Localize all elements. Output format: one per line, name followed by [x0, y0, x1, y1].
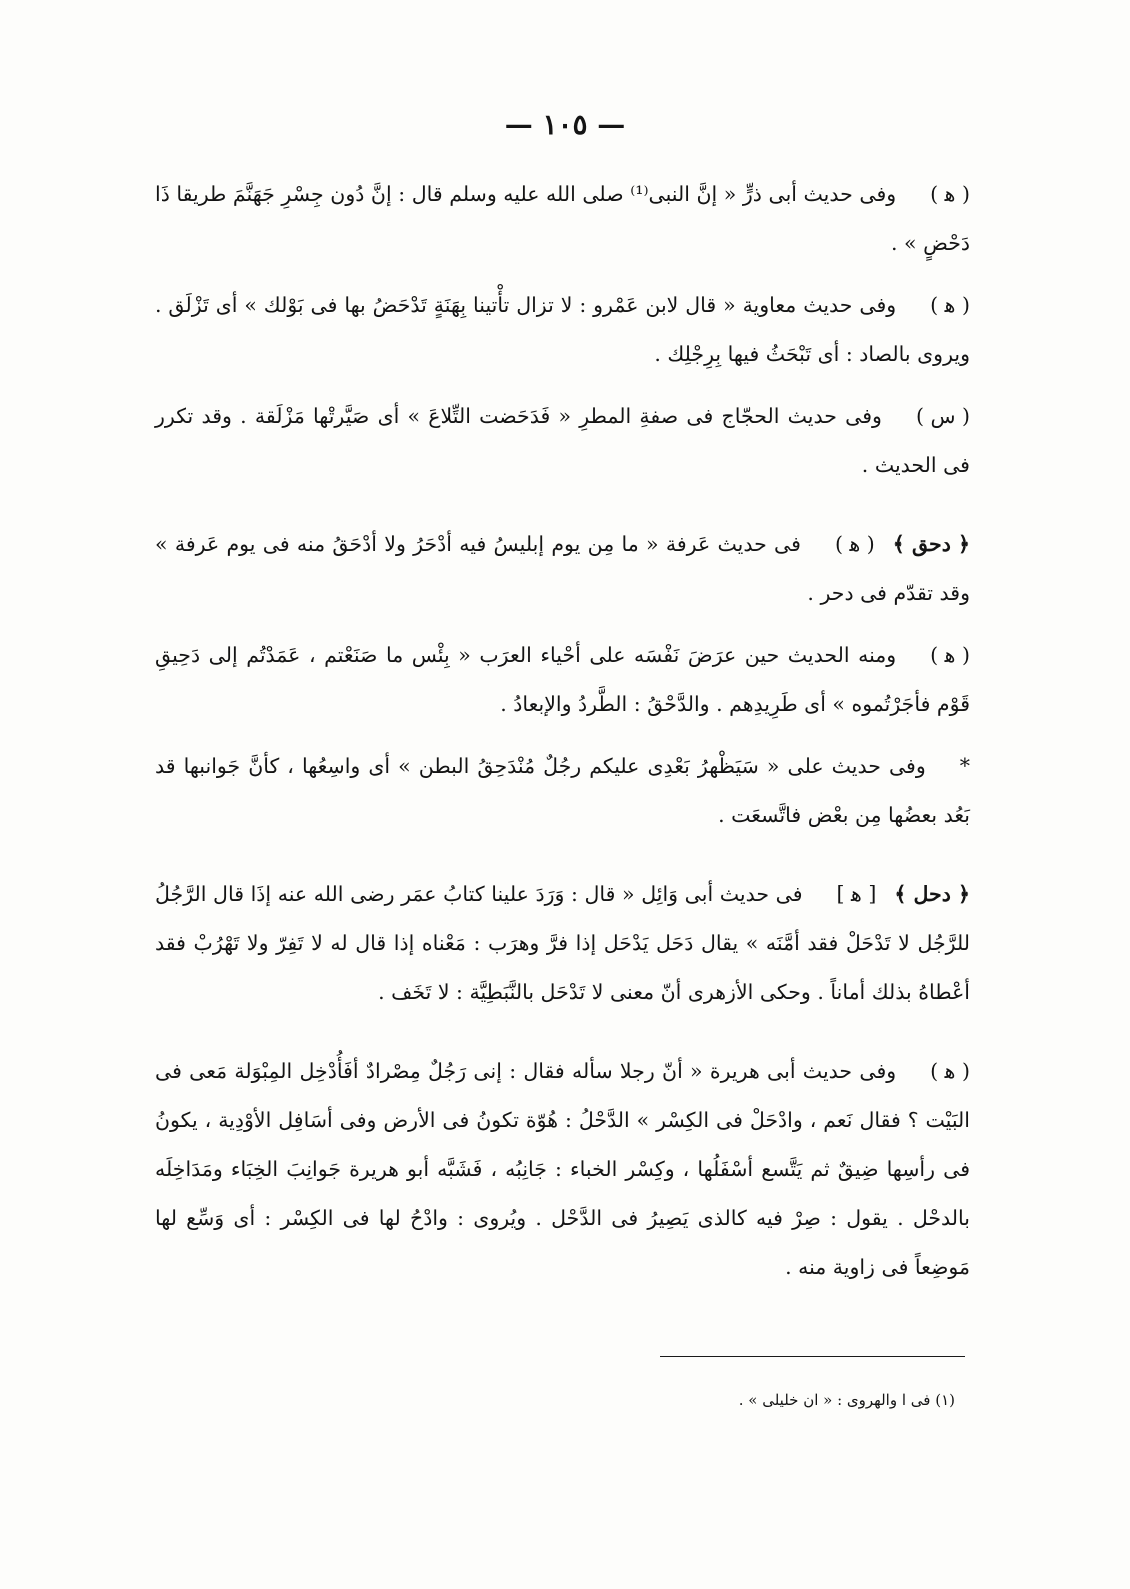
paragraph-text: وفى حديث معاوية « قال لابن عَمْرو : لا تزال تأْتينا بِهَنَةٍ تَدْحَضُ بها فى بَوْلك » أى تَزْلَق . ويروى بالصاد : أى تَبْحَثُ فيها بِرِجْلِك .: [155, 293, 970, 366]
source-marker: *: [959, 754, 970, 778]
paragraph: [155, 170, 970, 268]
source-marker: ( ﻫ ): [930, 1059, 970, 1083]
paragraph: [155, 742, 970, 840]
paragraph: [155, 392, 970, 490]
source-marker: [ ﻫ ]: [836, 882, 877, 906]
source-marker: ( ﻫ ): [834, 532, 875, 556]
paragraph-text: وفى حديث أبى هريرة « أنّ رجلا سأله فقال : إنى رَجُلٌ مِصْرادٌ أفَأُدْخِل المِبْوَلة مَعى فى البَيْت ؟ فقال نَعم ، وادْحَلْ فى الكِسْر » الدَّحْلُ : هُوّة تكونُ فى الأرض وفى أسَافِل الأوْدِية ، يكونُ فى رأسِها ضِيقٌ ثم يَتَّسع أسْفَلُها ، وكِسْر الخباء : جَانِبُه ، فَشَبَّه أبو هريرة جَوانِبَ الخِبَاء ومَدَاخِلَه بالدحْل . يقول : صِرْ فيه كالذى يَصِيرُ فى الدَّحْل . ويُروى : وادْحُ لها فى الكِسْر : أى وَسِّع لها مَوضِعاً فى زاوية منه .: [155, 1059, 970, 1279]
entry-headword: ﴿ دحق ﴾: [892, 532, 970, 556]
source-marker: ( س ): [915, 404, 970, 428]
paragraph: [155, 281, 970, 379]
paragraph: [155, 631, 970, 729]
paragraph-text: فى حديث أبى وَائِل « قال : وَرَدَ علينا كتابُ عمَر رضى الله عنه إذَا قال الرَّجُلُ للرَّجُل لا تَدْحَلْ فقد أمَّنَه » يقال دَحَل يَدْحَل إذا فرَّ وهرَب : مَعْناه إذا قال له لا تَفِرّ ولا تَهْرُبْ فقد أعْطاهُ بذلك أماناً . وحكى الأزهرى أنّ معنى لا تَدْحَل بالنَّبَطِيَّة : لا تَخَف .: [155, 882, 970, 1004]
source-marker: ( ﻫ ): [930, 182, 971, 206]
source-marker: ( ﻫ ): [930, 293, 970, 317]
entry-paragraph: [155, 870, 970, 1017]
paragraph-text: وفى حديث أبى ذرٍّ « إنَّ النبى⁽¹⁾ صلى الله عليه وسلم قال : إنَّ دُون جِسْرِ جَهَنَّمَ طريقا ذَا دَحْضٍ » .: [155, 182, 970, 255]
paragraph: [155, 1047, 970, 1292]
paragraph-text: فى حديث عَرفة « ما مِن يوم إبليسُ فيه أدْحَرُ ولا أدْحَقُ منه فى يوم عَرفة » وقد تقدّم فى دحر .: [155, 532, 970, 605]
entry-headword: ﴿ دحل ﴾: [894, 882, 970, 906]
body-text: [155, 170, 970, 1305]
entry-paragraph: [155, 520, 970, 618]
footnote: (١) فى ا والهروى : « ان خليلى » .: [738, 1391, 955, 1409]
footnote-divider: [660, 1356, 965, 1357]
paragraph-text: وفى حديث الحجّاج فى صفةِ المطرِ « فَدَحَضت التِّلاعَ » أى صَيَّرتْها مَزْلَقة . وقد تكرر فى الحديث .: [155, 404, 970, 477]
paragraph-text: وفى حديث على « سَيَظْهرُ بَعْدِى عليكم رجُلٌ مُنْدَحِقُ البطن » أى واسِعُها ، كأنَّ جَوانبها قد بَعُد بعضُها مِن بعْض فاتَّسعَت .: [155, 754, 970, 827]
page-number: — ١٠٥ —: [504, 108, 626, 141]
source-marker: ( ﻫ ): [930, 643, 970, 667]
paragraph-text: ومنه الحديث حين عرَضَ نَفْسَه على أحْياء العرَب « بِئْس ما صَنَعْتم ، عَمَدْتُم إلى دَحِيقِ قَوْم فأجَرْتُموه » أى طَرِيدِهم . والدَّحْقُ : الطَّردُ والإبعادُ .: [155, 643, 970, 716]
